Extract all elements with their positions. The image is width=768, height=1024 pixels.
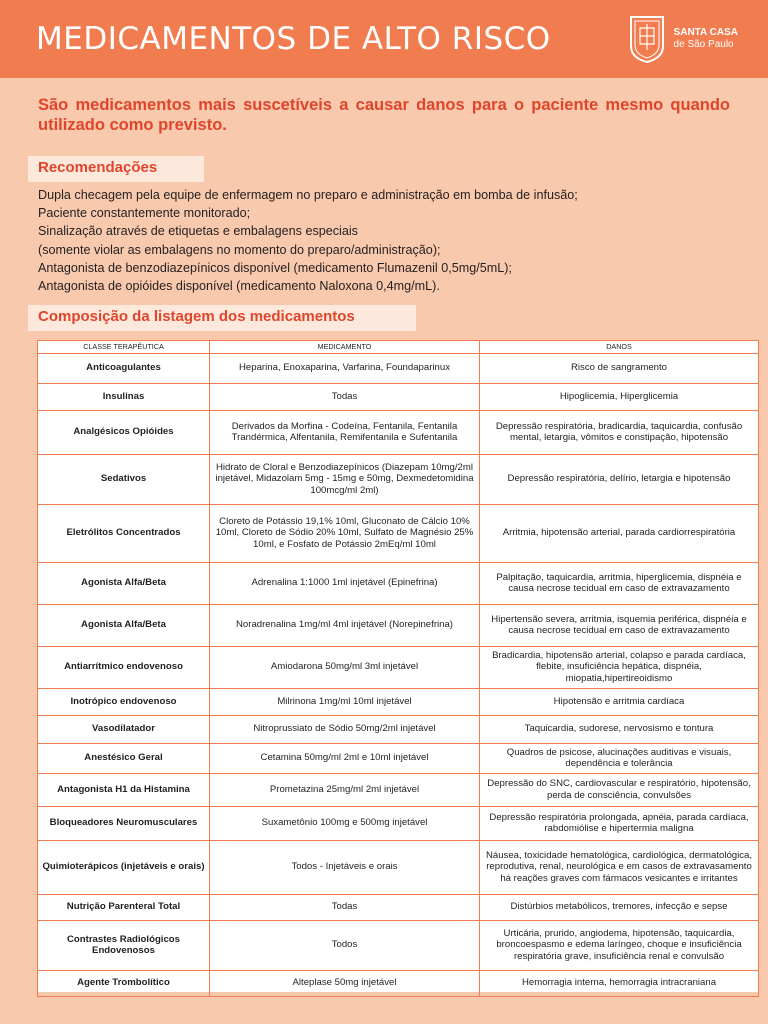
cell-class: Contrastes Radiológicos Endovenosos — [38, 920, 210, 970]
cell-medication: Noradrenalina 1mg/ml 4ml injetável (Norepinefrina) — [210, 604, 480, 646]
table-header-row — [38, 341, 759, 354]
table-row — [38, 715, 759, 743]
cell-medication: Heparina, Enoxaparina, Varfarina, Foundaparinux — [210, 353, 480, 383]
page-title: MEDICAMENTOS DE ALTO RISCO — [36, 21, 551, 57]
recommendations-heading: Recomendações — [28, 156, 204, 182]
recommendation-line: Paciente constantemente monitorado; — [38, 206, 251, 221]
table-row — [38, 688, 759, 715]
cell-medication: Todas — [210, 383, 480, 410]
cell-class: Agente Trombolítico — [38, 970, 210, 996]
cell-harms: Depressão respiratória, bradicardia, taquicardia, confusão mental, letargia, vômitos e constipação, hipotensão — [480, 410, 759, 454]
table-row — [38, 840, 759, 894]
cell-class: Analgésicos Opióides — [38, 410, 210, 454]
recommendation-line: Antagonista de benzodiazepínicos disponível (medicamento Flumazenil 0,5mg/5mL); — [38, 260, 512, 275]
recommendation-line: Antagonista de opióides disponível (medicamento Naloxona 0,4mg/mL). — [38, 279, 440, 294]
cell-class: Antiarrítmico endovenoso — [38, 646, 210, 688]
cell-class: Nutrição Parenteral Total — [38, 894, 210, 920]
column-header-medication: MEDICAMENTO — [210, 341, 480, 354]
table-row — [38, 970, 759, 996]
logo-line-2: de São Paulo — [673, 39, 734, 50]
cell-medication: Todas — [210, 894, 480, 920]
cell-class: Quimioterápicos (injetáveis e orais) — [38, 840, 210, 894]
cell-class: Anestésico Geral — [38, 743, 210, 773]
cell-medication: Todos - Injetáveis e orais — [210, 840, 480, 894]
table-row — [38, 410, 759, 454]
santa-casa-seal-icon — [628, 14, 666, 64]
cell-harms: Depressão do SNC, cardiovascular e respiratório, hipotensão, perda de consciência, convulsões — [480, 773, 759, 806]
table-row — [38, 504, 759, 562]
cell-medication: Prometazina 25mg/ml 2ml injetável — [210, 773, 480, 806]
column-header-harms: DANOS — [480, 341, 759, 354]
cell-medication: Todos — [210, 920, 480, 970]
cell-class: Insulinas — [38, 383, 210, 410]
cell-medication: Cloreto de Potássio 19,1% 10ml, Gluconato de Cálcio 10% 10ml, Cloreto de Sódio 20% 10ml, Sulfato de Magnésio 25% 10ml, e Fosfato de Potássio 2mEq/ml 10ml — [210, 504, 480, 562]
cell-medication: Alteplase 50mg injetável — [210, 970, 480, 996]
cell-harms: Bradicardia, hipotensão arterial, colapso e parada cardíaca, flebite, insuficiência hepática, dispnéia, miopatia,hipertireoidismo — [480, 646, 759, 688]
table-row — [38, 920, 759, 970]
cell-class: Sedativos — [38, 454, 210, 504]
recommendation-line: (somente violar as embalagens no momento do preparo/administração); — [38, 242, 441, 257]
cell-harms: Taquicardia, sudorese, nervosismo e tontura — [480, 715, 759, 743]
cell-class: Antagonista H1 da Histamina — [38, 773, 210, 806]
cell-medication: Hidrato de Cloral e Benzodiazepínicos (Diazepam 10mg/2ml injetável, Midazolam 5mg - 15mg e 50mg, Dexmedetomidina 100mcg/ml 2ml) — [210, 454, 480, 504]
intro-text: São medicamentos mais suscetíveis a causar danos para o paciente mesmo quando utilizado como previsto. — [38, 96, 730, 134]
cell-class: Agonista Alfa/Beta — [38, 562, 210, 604]
cell-harms: Arritmia, hipotensão arterial, parada cardiorrespiratória — [480, 504, 759, 562]
cell-harms: Náusea, toxicidade hematológica, cardiológica, dermatológica, reprodutiva, renal, neurológica e em casos de extravasamento há reações graves com fármacos vesicantes e irritantes — [480, 840, 759, 894]
cell-class: Inotrópico endovenoso — [38, 688, 210, 715]
cell-class: Vasodilatador — [38, 715, 210, 743]
table-row — [38, 646, 759, 688]
table-row — [38, 604, 759, 646]
cell-harms: Hemorragia interna, hemorragia intracraniana — [480, 970, 759, 996]
cell-class: Agonista Alfa/Beta — [38, 604, 210, 646]
cell-class: Bloqueadores Neuromusculares — [38, 806, 210, 840]
table-row — [38, 353, 759, 383]
santa-casa-logo — [628, 14, 738, 64]
column-header-class: CLASSE TERAPÊUTICA — [38, 341, 210, 354]
cell-harms: Risco de sangramento — [480, 353, 759, 383]
recommendation-line: Dupla checagem pela equipe de enfermagem no preparo e administração em bomba de infusão; — [38, 188, 578, 202]
cell-harms: Hipoglicemia, Hiperglicemia — [480, 383, 759, 410]
cell-harms: Urticária, prurido, angiodema, hipotensão, taquicardia, broncoespasmo e edema laríngeo, choque e insuficiência respiratória grave, insuficiência renal e convulsão — [480, 920, 759, 970]
table-row — [38, 454, 759, 504]
logo-line-1: SANTA CASA — [673, 27, 738, 38]
table-row — [38, 743, 759, 773]
cell-harms: Quadros de psicose, alucinações auditivas e visuais, dependência e tolerância — [480, 743, 759, 773]
cell-harms: Depressão respiratória, delírio, letargia e hipotensão — [480, 454, 759, 504]
cell-medication: Cetamina 50mg/ml 2ml e 10ml injetável — [210, 743, 480, 773]
page-header — [0, 0, 768, 78]
cell-class: Anticoagulantes — [38, 353, 210, 383]
cell-medication: Amiodarona 50mg/ml 3ml injetável — [210, 646, 480, 688]
cell-harms: Hipotensão e arritmia cardíaca — [480, 688, 759, 715]
cell-medication: Suxametônio 100mg e 500mg injetável — [210, 806, 480, 840]
composition-heading: Composição da listagem dos medicamentos — [28, 305, 416, 331]
cell-harms: Palpitação, taquicardia, arritmia, hiperglicemia, dispnéia e causa necrose tecidual em caso de extravazamento — [480, 562, 759, 604]
medications-table — [37, 340, 758, 992]
table-row — [38, 383, 759, 410]
cell-harms: Hipertensão severa, arritmia, isquemia periférica, dispnéia e causa necrose tecidual em caso de extravazamento — [480, 604, 759, 646]
cell-class: Eletrólitos Concentrados — [38, 504, 210, 562]
table-row — [38, 806, 759, 840]
recommendation-line: Sinalização através de etiquetas e embalagens especiais — [38, 224, 358, 239]
recommendations-list — [38, 186, 738, 295]
cell-harms: Depressão respiratória prolongada, apnéia, parada cardíaca, rabdomiólise e hipertermia maligna — [480, 806, 759, 840]
cell-harms: Distúrbios metabólicos, tremores, infecção e sepse — [480, 894, 759, 920]
table-row — [38, 894, 759, 920]
table-row — [38, 773, 759, 806]
cell-medication: Milrinona 1mg/ml 10ml injetável — [210, 688, 480, 715]
cell-medication: Adrenalina 1:1000 1ml injetável (Epinefrina) — [210, 562, 480, 604]
cell-medication: Nitroprussiato de Sódio 50mg/2ml injetável — [210, 715, 480, 743]
cell-medication: Derivados da Morfina - Codeína, Fentanila, Fentanila Trandérmica, Alfentanila, Remifentanila e Sufentanila — [210, 410, 480, 454]
table-row — [38, 562, 759, 604]
